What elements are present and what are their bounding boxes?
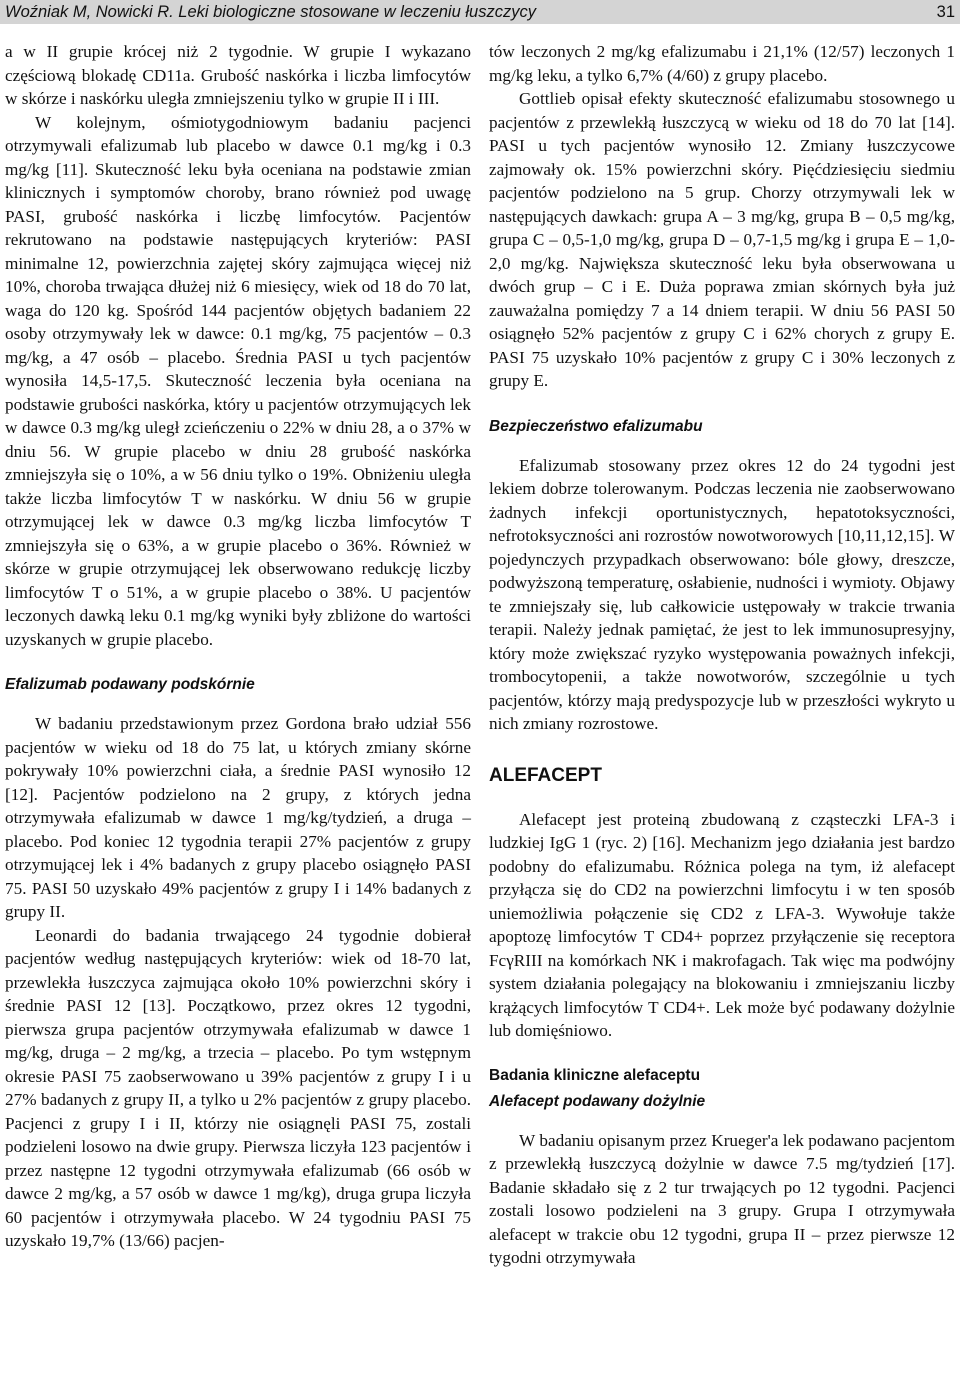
- right-paragraph-1: tów leczonych 2 mg/kg efalizumabu i 21,1% (12/57) leczonych 1 mg/kg leku, a tylko 6,7% (4/60) z grupy placebo.: [489, 42, 955, 85]
- left-paragraph-4: Leonardi do badania trwającego 24 tygodnie dobierał pacjentów według następujących kryteriów: wiek od 18-70 lat, przewlekła łuszczyca zajmująca około 10% powierzchni skóry i średnie PASI 12 [13]. Początkowo, przez okres 12 tygodni, pierwsza grupa pacjentów otrzymywała efalizumab w dawce 1 mg/kg, druga – 2 mg/kg, a trzecia – placebo. Po tym wstępnym okresie PASI 75 zaobserwowano u 39% pacjentów z grupy I i u 27% badanych z grupy II, a tylko u 2% pacjentów z grupy placebo. Pacjenci z grupy I i II, którzy nie osiągnęli PASI 75, zostali podzieleni losowo na dwie grupy. Pierwsza liczyła 123 pacjentów i przez następne 12 tygodni otrzymywała efalizumab (66 osób w dawce 2 mg/kg, a 57 osób w dawce 1 mg/kg), druga grupa liczyła 60 pacjentów i otrzymywała placebo. W 24 tygodniu PASI 75 uzyskało 19,7% (13/66) pacjen-: [5, 925, 471, 1250]
- right-paragraph-4: Alefacept jest proteiną zbudowaną z cząsteczki LFA-3 i ludzkiej IgG 1 (ryc. 2) [16]. Mechanizm jego działania jest bardzo podobny do efalizumabu. Różnica polega na tym, iż alefacept przyłącza się do CD2 na powierzchni limfocytu i w ten sposób uniemożliwia połączenie się CD2 z LFA-3. Wywołuje także apoptozę limfocytów T CD4+ poprzez przyłączenie się receptora FcγRIII na komórkach NK i makrofagach. Tak więc ma podwójny system działania polegający na blokowaniu i zmniejszaniu liczby krążących limfocytów T CD4+. Lek może być podawany dożylnie lub domięśniowo.: [489, 809, 955, 1040]
- right-paragraph-5: W badaniu opisanym przez Krueger'a lek podawano pacjentom z przewlekłą łuszczycą dożylnie w dawce 7.5 mg/tydzień [17]. Badanie składało się z 2 tur trwających po 12 tygodni. Pacjenci zostali losowo podzieleni na 3 grupy. Grupa I otrzymywała alefacept w trakcie obu 12 tygodni, grupa II – przez pierwsze 12 tygodni otrzymywała: [489, 1130, 955, 1267]
- heading-alefacept-dozylnie: Alefacept podawany dożylnie: [489, 1092, 706, 1110]
- left-paragraph-3: W badaniu przedstawionym przez Gordona brało udział 556 pacjentów w wieku od 18 do 75 lat, u których zmiany skórne pokrywały 10% powierzchni ciała, a średnie PASI wynosiło 12 [12]. Pacjentów podzielono na 2 grupy, z których jedna otrzymywała efalizumab w dawce 1 mg/kg/tydzień, a druga – placebo. Pod koniec 12 tygodnia terapii 27% pacjentów z grupy otrzymującej lek i 4% badanych z grupy placebo osiągnęło PASI 75. PASI 50 uzyskało 49% pacjentów z grupy I i 14% badanych z grupy II.: [5, 714, 471, 921]
- heading-alefacept: ALEFACEPT: [489, 764, 602, 786]
- heading-efalizumab-podskornie: Efalizumab podawany podskórnie: [5, 676, 255, 693]
- running-header: [0, 0, 960, 24]
- right-column: [489, 40, 955, 1270]
- right-paragraph-2: Gottlieb opisał efekty skuteczność efalizumabu stosownego u pacjentów z przewlekłą łuszczycą w wieku od 18 do 70 lat [14]. PASI u tych pacjentów wynosiło 12. Zmiany łuszczycowe zajmowały ok. 15% powierzchni skóry. Pięćdziesięciu siedmiu pacjentów podzielono na 5 grup. Chorzy otrzymywali lek w następujących dawkach: grupa A – 3 mg/kg, grupa B – 0,5 mg/kg, grupa C – 0,5-1,0 mg/kg, grupa D – 0,7-1,5 mg/kg i grupa E – 1,0-2,0 mg/kg. Największa skuteczność leku była obserwowana u dwóch grup – C i E. Duża poprawa zmian skórnych była już zauważalna pomiędzy 7 a 14 dniem terapii. W dniu 56 PASI 50 osiągnęło 52% pacjentów z grupy C i 62% chorych z grupy E. PASI 75 uzyskało 10% pacjentów z grupy C i 30% leczonych z grupy E.: [489, 89, 955, 390]
- heading-bezpieczenstwo: Bezpieczeństwo efalizumabu: [489, 417, 703, 435]
- running-header-title: Woźniak M, Nowicki R. Leki biologiczne stosowane w leczeniu łuszczycy: [5, 3, 536, 21]
- left-paragraph-2: W kolejnym, ośmiotygodniowym badaniu pacjenci otrzymywali efalizumab lub placebo w dawce 0.1 mg/kg i 0.3 mg/kg [11]. Skuteczność leku była oceniana na podstawie zmian klinicznych i symptomów choroby, brano również pod uwagę PASI, grubość naskórka i liczbę limfocytów. Pacjentów rekrutowano na podstawie następujących kryteriów: PASI minimalne 12, powierzchnia zajętej skóry zajmująca więcej niż 10%, choroba trwająca dłużej niż 6 miesięcy, wiek od 18 do 70 lat, waga do 120 kg. Spośród 144 pacjentów objętych badaniem 22 osoby otrzymywały lek w dawce: 0.1 mg/kg, 75 pacjentów – 0.3 mg/kg, a 47 osób – placebo. Średnia PASI u tych pacjentów wynosiła 14,5-17,5. Skuteczność leczenia była oceniana na podstawie grubości naskórka, który u pacjentów otrzymujących lek w dawce 0.3 mg/kg uległ zcieńczeniu o 22% w dniu 28, a o 37% w dniu 56. W grupie placebo w dniu 28 grubość naskórka zmniejszyła się o 10%, a w 56 dniu tylko o 19%. Obniżeniu uległa także liczba limfocytów T w naskórku. W dniu 56 w grupie otrzymującej lek w dawce 0.3 mg/kg liczba limfocytów T zmniejszyła się o 63%, a w grupie placebo o 36%. Również w skórze w grupie otrzymującej lek obserwowano redukcję liczby limfocytów T o 51%, a w grupie placebo o 38%. U pacjentów leczonych dawką leku 0.1 mg/kg wyniki były zbliżone do wartości uzyskanych w grupie placebo.: [5, 112, 471, 649]
- heading-badania-kliniczne: Badania kliniczne alefaceptu: [489, 1066, 701, 1084]
- left-paragraph-1: a w II grupie krócej niż 2 tygodnie. W grupie I wykazano częściową blokadę CD11a. Grubość naskórka i liczba limfocytów w skórze i naskórku uległa zmniejszeniu tylko w grupie II i III.: [5, 42, 471, 108]
- page-number: 31: [936, 3, 955, 21]
- left-column: [5, 40, 471, 1253]
- right-paragraph-3: Efalizumab stosowany przez okres 12 do 24 tygodni jest lekiem dobrze tolerowanym. Podczas leczenia nie zaobserwowano żadnych infekcji oportunistycznych, hepatotoksyczności, nefrotoksyczności ani rozrostów nowotworowych [10,11,12,15]. W pojedynczych przypadkach obserwowano: bóle głowy, dreszcze, podwyższoną temperaturę, osłabienie, nudności i wymioty. Objawy te zmniejszały się, lub całkowicie ustępowały w trakcie trwania terapii. Należy jednak pamiętać, że jest to lek immunosupresyjny, który może zwiększać ryzyko występowania poważnych infekcji, trombocytopenii, a także nowotworów, szczególnie u tych pacjentów, którzy mają predyspozycje lub w przeszłości wykryto u nich zmiany rozrostowe.: [489, 455, 955, 733]
